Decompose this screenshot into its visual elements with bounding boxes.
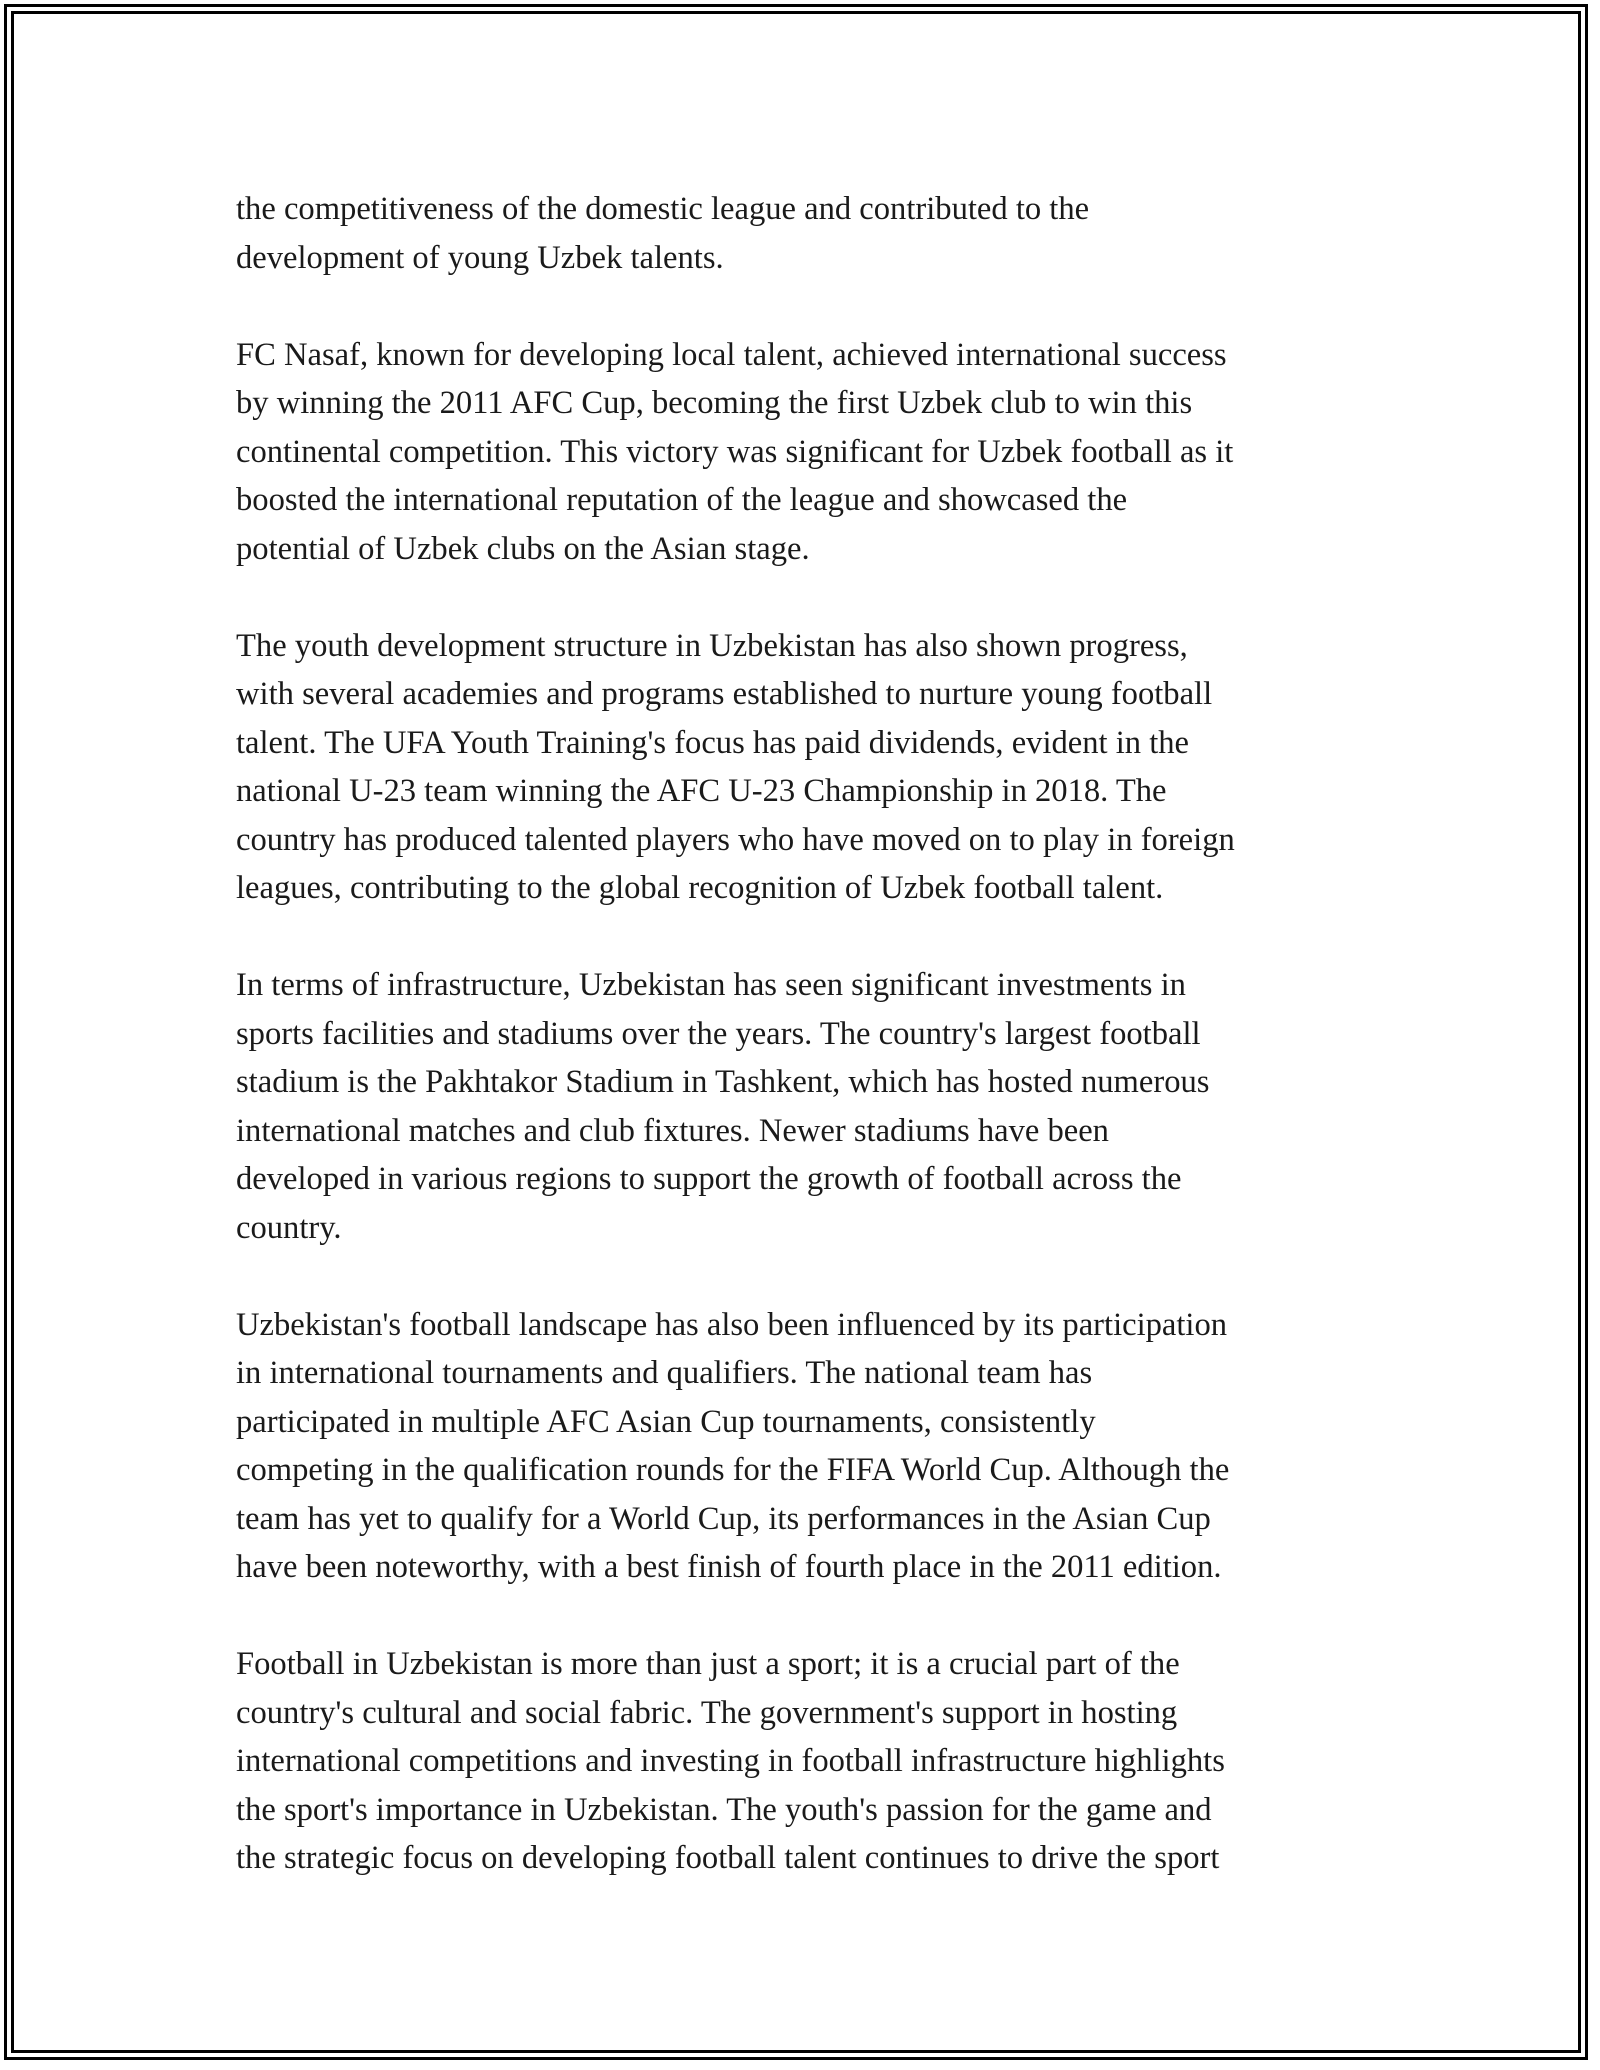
paragraph-3: The youth development structure in Uzbekistan has also shown progress, with several academies and programs established to nurture young football talent. The UFA Youth Training's focus has paid dividends, evident in the national U-23 team winning the AFC U-23 Championship in 2018. The country has produced talented players who have moved on to play in foreign leagues, contributing to the global recognition of Uzbek football talent. (236, 627, 1235, 906)
paragraph-4: In terms of infrastructure, Uzbekistan has seen significant investments in sports facilities and stadiums over the years. The country's largest football stadium is the Pakhtakor Stadium in Tashkent, which has hosted numerous international matches and club fixtures. Newer stadiums have been developed in various regions to support the growth of football across the country. (236, 967, 1210, 1246)
document-body (236, 185, 1376, 1883)
paragraph-2: FC Nasaf, known for developing local talent, achieved international success by winning the 2011 AFC Cup, becoming the first Uzbek club to win this continental competition. This victory was significant for Uzbek football as it boosted the international reputation of the league and showcased the potential of Uzbek clubs on the Asian stage. (236, 336, 1234, 567)
paragraph-5: Uzbekistan's football landscape has also been influenced by its participation in international tournaments and qualifiers. The national team has participated in multiple AFC Asian Cup tournaments, consistently competing in the qualification rounds for the FIFA World Cup. Although the team has yet to qualify for a World Cup, its performances in the Asian Cup have been noteworthy, with a best finish of fourth place in the 2011 edition. (236, 1306, 1230, 1585)
paragraph-1: the competitiveness of the domestic league and contributed to the development of young Uzbek talents. (236, 191, 1090, 276)
paragraph-6: Football in Uzbekistan is more than just a sport; it is a crucial part of the country's cultural and social fabric. The government's support in hosting international competitions and investing in football infrastructure highlights the sport's importance in Uzbekistan. The youth's passion for the game and the strategic focus on developing football talent continues to drive the sport (236, 1646, 1225, 1876)
